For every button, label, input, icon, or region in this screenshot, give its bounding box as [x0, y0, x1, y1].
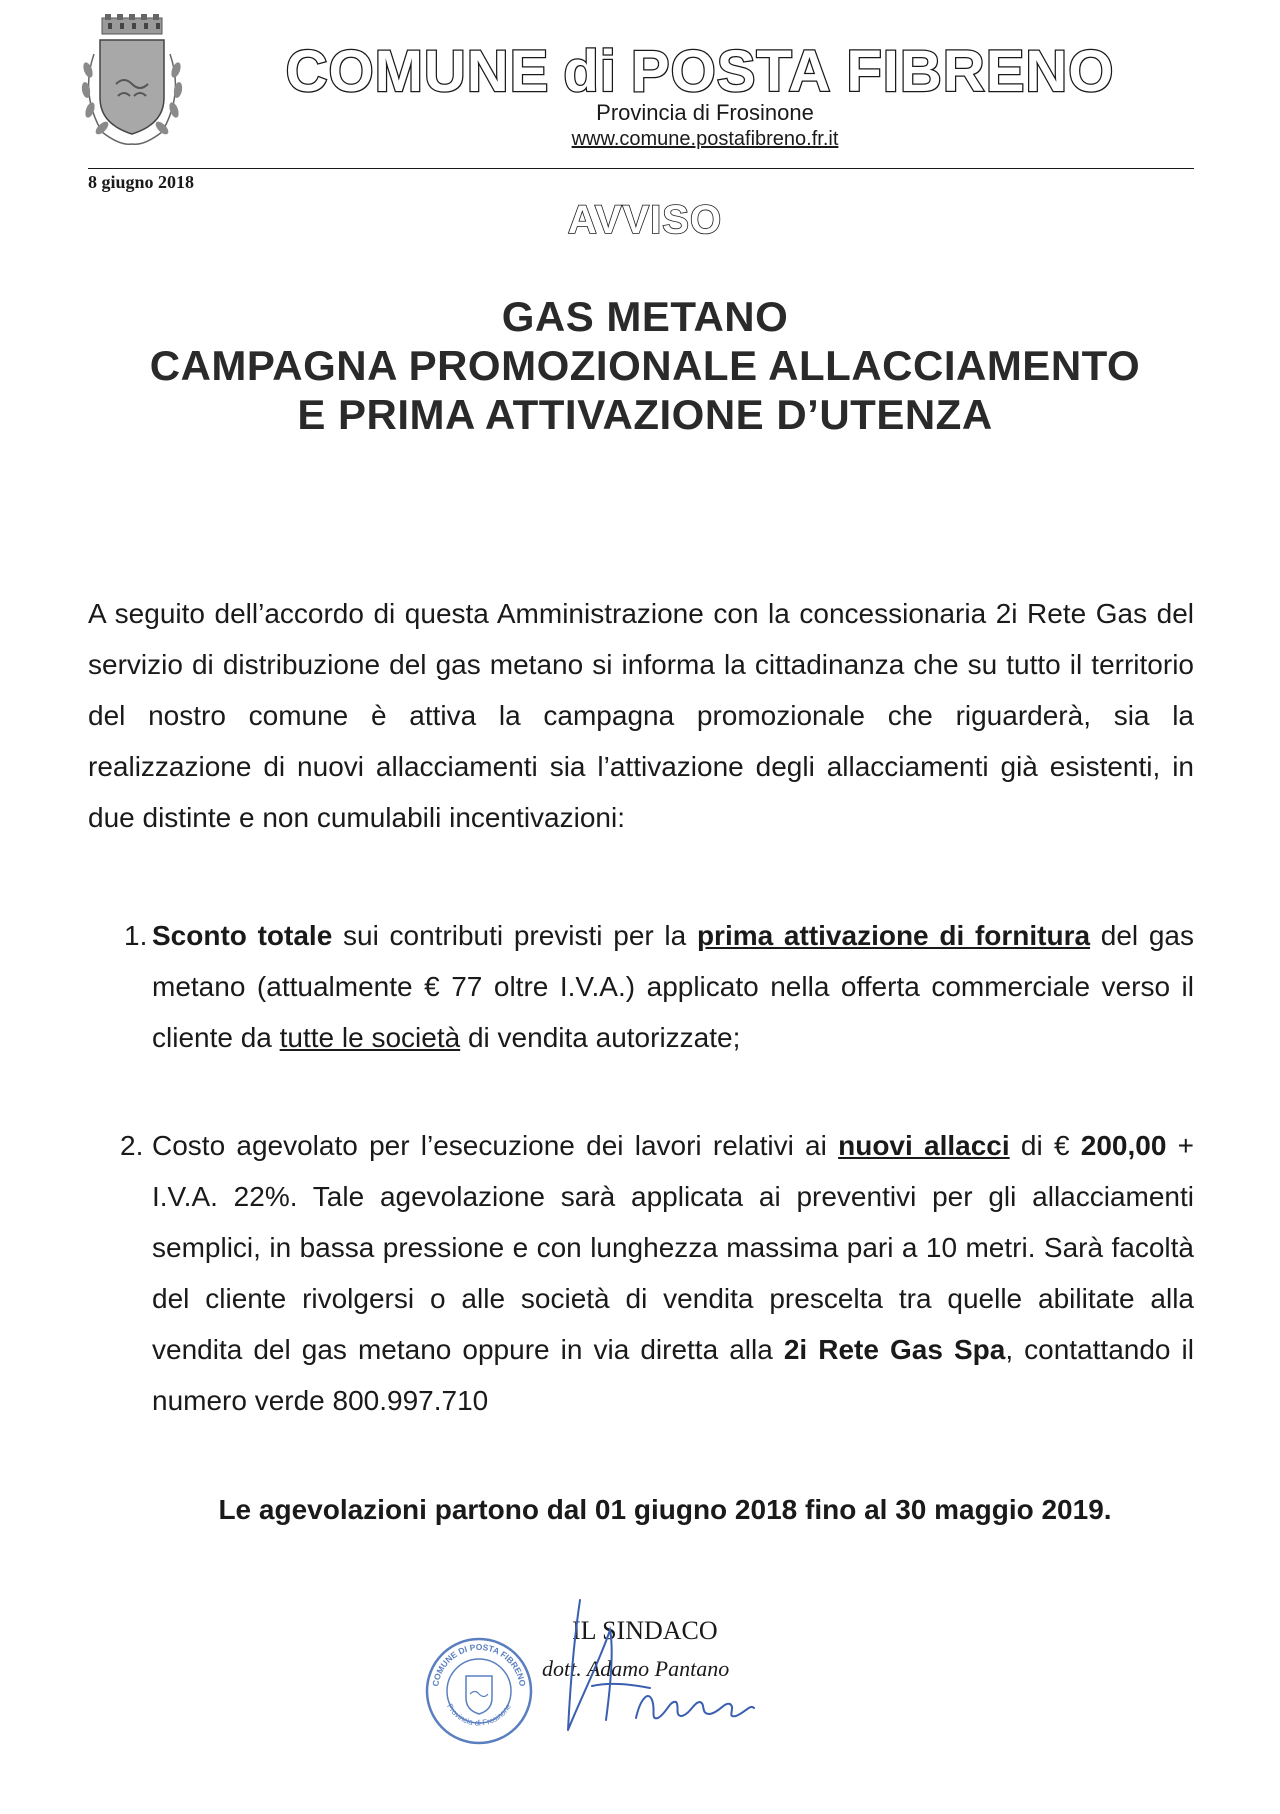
item2-bold-amount: 200,00 [1080, 1130, 1167, 1161]
list-item-2 [120, 1120, 1195, 1426]
document-date: 8 giugno 2018 [88, 172, 195, 192]
mayor-title: IL SINDACO [572, 1616, 718, 1645]
item1-underlined: tutte le società [279, 1022, 461, 1053]
municipality-name: POSTA FIBRENO [630, 39, 1115, 104]
header-divider [88, 168, 1194, 169]
item1-text: sui contributi previsti per la [332, 920, 697, 951]
item1-text: di vendita autorizzate; [460, 1022, 741, 1053]
item2-text: + I.V.A. 22%. Tale agevolazione sarà applicata ai preventivi per gli allacciamenti semplici, in bassa pressione e con lunghezza massima pari a 10 metri. Sarà facoltà del cliente rivolgersi o alle società di vendita prescelta tra quelle abilitate alla vendita del gas metano oppure in via diretta alla [152, 1130, 1195, 1365]
intro-paragraph: A seguito dell’accordo di questa Amministrazione con la concessionaria 2i Rete Gas del servizio di distribuzione del gas metano si informa la cittadinanza che su tutto il territorio del nostro comune è attiva la campagna promozionale che riguarderà, sia la realizzazione di nuovi allacciamenti sia l’attivazione degli allacciamenti già esistenti, in due distinte e non cumulabili incentivazioni: [88, 598, 1194, 833]
item2-bold-company: 2i Rete Gas Spa [783, 1334, 1006, 1365]
mayor-name: dott. Adamo Pantano [542, 1656, 730, 1681]
list-number: 1. [124, 920, 148, 951]
municipality-title [200, 38, 1200, 105]
validity-statement: Le agevolazioni partono dal 01 giugno 2018 fino al 30 maggio 2019. [218, 1494, 1112, 1525]
item2-text: Costo agevolato per l’esecuzione dei lavori relativi ai [152, 1130, 839, 1161]
item1-bold-underlined: prima attivazione di fornitura [696, 920, 1091, 951]
item2-bold-underlined: nuovi allacci [838, 1130, 1010, 1161]
item2-text: , contattando il numero verde 800.997.710 [152, 1334, 1194, 1416]
stamp-text-top: COMUNE DI POSTA FIBRENO [430, 1641, 528, 1688]
official-stamp-icon [424, 1636, 534, 1746]
municipality-prefix: COMUNE [285, 39, 550, 104]
item1-text: del gas metano (attualmente € 77 oltre I.V.A.) applicato nella offerta commerciale verso il cliente da [152, 920, 1194, 1053]
list-number: 2. [120, 1130, 144, 1161]
notice-title-line: GAS METANO [501, 293, 789, 340]
stamp-text-bottom: Provincia di Frosinone [445, 1702, 513, 1728]
list-item-1 [124, 910, 1194, 1063]
municipality-di: di [563, 39, 617, 104]
municipal-crest-icon [72, 14, 192, 150]
item2-text: di € [1009, 1130, 1081, 1161]
website-link[interactable]: www.comune.postafibreno.fr.it [571, 128, 839, 150]
notice-title-line: E PRIMA ATTIVAZIONE D’UTENZA [297, 391, 993, 438]
item1-bold-lead: Sconto totale [152, 920, 333, 951]
notice-title-line: CAMPAGNA PROMOZIONALE ALLACCIAMENTO [149, 342, 1141, 389]
notice-title [0, 292, 1280, 439]
notice-heading: AVVISO [567, 198, 723, 242]
handwritten-signature [540, 1590, 770, 1740]
svg-text:COMUNE DI POSTA FIBRENO [430, 1642, 528, 1687]
province-label: Provincia di Frosinone [596, 100, 814, 125]
